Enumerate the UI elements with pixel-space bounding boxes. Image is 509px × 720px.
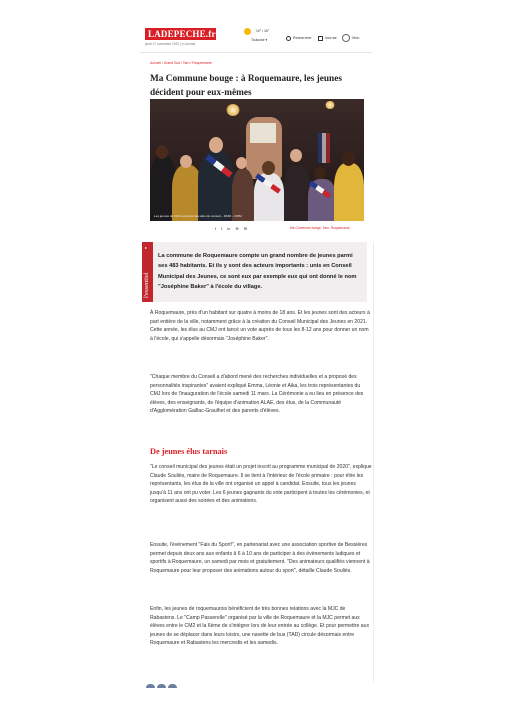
person-head	[262, 161, 275, 175]
lamp-light	[325, 101, 335, 109]
share-bar	[215, 226, 247, 231]
photo-caption: Les jeunes du CMJ entourés des élus du conseil – DDM – DDM	[154, 214, 242, 218]
weather-temp: 10° / 16°	[256, 29, 270, 33]
header-nav	[286, 34, 365, 42]
paragraph: "Le conseil municipal des jeunes était un projet inscrit au programme municipal de 2020", explique Claude Souliès, maire de Roquemaure. Il se tient à l'intérieur de l'école primaire : pour élire les représentants, les élus de la ville ont organisé un appel à candidat. Ensuite, tous les jeunes jusqu'à 11 ans ont pu voter. Les 6 jeunes gagnants du vote participent à toutes les cérémonies, et organisent aussi des soirées et des animations.	[150, 464, 372, 505]
content-rail	[373, 242, 374, 682]
paragraph: Enfin, les jeunes de roquemaurois bénéficient de très bonnes relations avec la MJC de Rabastens. Le "Camp Passerelle" organisé par la ville de Roquemaure et la MJC permet aux élèves entre le CM2 et la 6ème de s'intégrer lors de leur entrée au collège. Et pour permettre aux jeunes de se déplacer dans leurs loisirs, une navette de bus (TAD) circule désormais entre Roquemaure et Rabastens les mercredis et les samedis.	[150, 606, 369, 647]
header-divider	[140, 52, 372, 53]
lamp-light	[226, 104, 240, 116]
person-head	[236, 157, 247, 169]
weather-widget[interactable]	[244, 27, 280, 45]
person	[334, 163, 364, 221]
section-subtitle: De jeunes élus tarnais	[150, 447, 228, 456]
flag-banner	[318, 133, 330, 163]
user-avatar-icon	[342, 34, 350, 42]
search-button[interactable]: Rechercher	[286, 36, 312, 41]
facebook-share-icon[interactable]: f	[215, 226, 217, 231]
article-photo[interactable]	[150, 99, 364, 221]
paragraph: Ensuite, l'évènement "Fais du Sport!", en partenariat avec une association sportive de Bessières permet depuis deux ans aux enfants â 6 à 10 ans de participer à des évènements ludiques et sportifs à Roquemaure, un samedi par mois et gratuitement. "Des animateurs qualifiés viennent à Roquemaure pour leur proposer des animations autour du sport", détaille Claude Souliès.	[150, 542, 370, 574]
essentiel-text: La commune de Roquemaure compte un grand nombre de jeunes parmi ses 483 habitants. Et ils y sont des acteurs importants : unis en Conseil Municipal des Jeunes, ce sont eux par exemple eux qui ont donné le nom "Joséphine Baker" à l'école du village.	[158, 253, 357, 290]
breadcrumb[interactable]: Accueil / Grand Sud / Tarn / Roquemaure	[150, 61, 212, 65]
twitter-share-icon[interactable]: t	[221, 226, 223, 231]
mural-frame	[250, 123, 276, 143]
site-logo[interactable]: LADEPECHE.fr	[145, 28, 216, 40]
person-head	[180, 155, 192, 168]
person-head	[342, 151, 355, 166]
pinterest-share-icon[interactable]: ⊕	[235, 226, 239, 231]
account-button[interactable]: Mon	[342, 34, 359, 42]
search-icon	[286, 36, 291, 41]
paragraph: "Chaque membre du Conseil a d'abord mené des recherches individuelles et a proposé des personnalités inspirantes" avaient expliqué Emma, Léonie et Aika, les trois représentantes du CMJ lors de l'inauguration de l'école samedi 11 mars. La Cérémonie a eu lieu en présence des élèves, des enseignants, de l'équipe d'animation ALAE, des élus, de la Communauté d'Agglomération Gaillac-Graulhet et des parents d'élèves.	[150, 374, 364, 415]
arrow-right-icon: ▸	[145, 245, 148, 250]
sun-icon	[244, 28, 251, 35]
essentiel-label: l'essentiel	[143, 272, 150, 298]
person-head	[156, 145, 168, 159]
person	[284, 165, 310, 221]
essentiel-box	[142, 242, 367, 302]
email-share-icon[interactable]: ✉	[243, 226, 248, 231]
next-content-teaser	[146, 684, 177, 688]
essentiel-tab	[142, 242, 153, 302]
person-head	[314, 167, 326, 179]
header-date: jeudi 17 novembre 2022 | e-Journal	[145, 42, 196, 46]
journal-button[interactable]: Journal	[318, 36, 337, 41]
person-head	[209, 137, 223, 153]
weather-city-select[interactable]: Toulouse ▾	[251, 38, 268, 42]
linkedin-share-icon[interactable]: in	[227, 226, 231, 231]
teaser-shape	[168, 684, 177, 688]
paragraph: À Roquemaure, près d'un habitant sur quatre à moins de 18 ans. Et les jeunes sont des acteurs à part entière de la ville, notamment grâce à la création du Conseil Municipal des Jeunes en 2021. Cette année, les élus au CMJ ont lancé un vote auprès de tous les 8-12 ans pour donner un nom à l'école, qui s'appelle désormais "Joséphine Baker".	[150, 310, 370, 342]
person-head	[290, 149, 302, 162]
journal-icon	[318, 36, 323, 41]
teaser-shape	[146, 684, 155, 688]
article-title: Ma Commune bouge : à Roquemaure, les jeunes décident pour eux-mêmes	[150, 74, 342, 98]
teaser-shape	[157, 684, 166, 688]
article-tags[interactable]: Ma Commune bouge, Tarn, Roquemaure	[290, 226, 350, 230]
site-header	[140, 22, 380, 52]
